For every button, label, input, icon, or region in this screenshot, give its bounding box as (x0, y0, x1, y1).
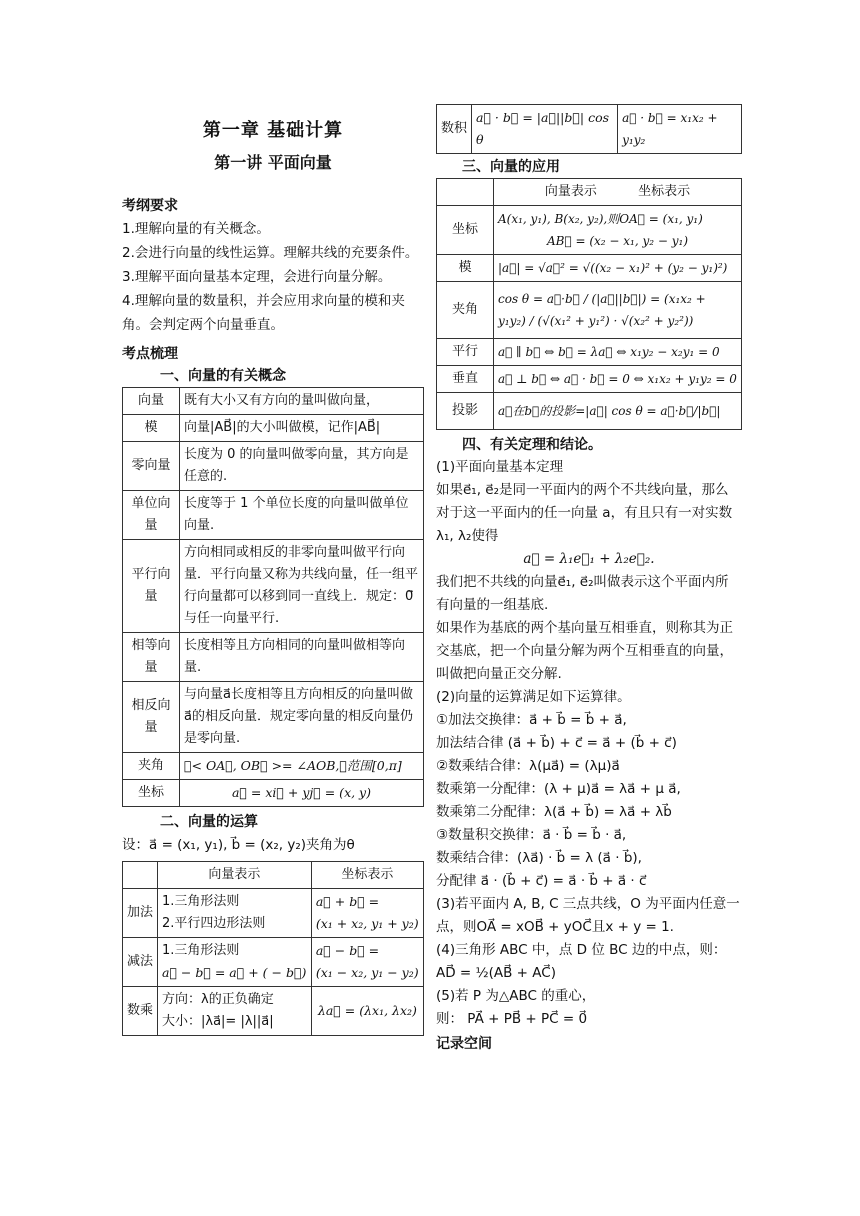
row-vector (158, 987, 312, 1036)
col-header-vector: 向量表示 (544, 184, 597, 199)
theorem-line: 加法结合律 (a⃗ + b⃗) + c⃗ = a⃗ + (b⃗ + c⃗) (436, 735, 677, 751)
review-heading: 考点梳理 (122, 346, 178, 362)
row-value: 长度为 0 的向量叫做零向量，其方向是任意的. (180, 442, 424, 491)
table-row (437, 366, 742, 393)
theorem-line: a⃗ = λ₁e⃗₁ + λ₂e⃗₂. (523, 551, 655, 567)
table-row (123, 388, 424, 415)
theorems-body (436, 456, 742, 1031)
theorem-line: 则： PA⃗ + PB⃗ + PC⃗ = 0⃗ (436, 1011, 588, 1027)
row-value: 向量|AB⃗|的大小叫做模，记作|AB⃗| (180, 415, 424, 442)
row-key: 模 (123, 415, 180, 442)
theorem-line: 数乘第二分配律：λ(a⃗ + b⃗) = λa⃗ + λb⃗ (436, 804, 672, 820)
table-row (123, 753, 424, 780)
row-key: 相等向量 (123, 633, 180, 682)
notes-heading: 记录空间 (436, 1036, 492, 1052)
row-value: 与向量a⃗长度相等且方向相反的向量叫做a⃗的相反向量．规定零向量的相反向量仍是零向量. (180, 682, 424, 753)
table-row (437, 393, 742, 430)
row-value: 既有大小又有方向的量叫做向量， (180, 388, 424, 415)
requirement-item-4: 4.理解向量的数量积，并会应用求向量的模和夹角。会判定两个向量垂直。 (122, 293, 405, 333)
row-key: 零向量 (123, 442, 180, 491)
theorems-heading: 四、有关定理和结论。 (462, 437, 602, 453)
row-value (494, 206, 742, 255)
table-row (123, 491, 424, 540)
theorem-line: 如果作为基底的两个基向量互相垂直，则称其为正交基底，把一个向量分解为两个互相垂直的向量，叫做把向量正交分解. (436, 620, 733, 682)
operations-heading: 二、向量的运算 (160, 814, 258, 830)
col-header-coord: 坐标表示 (638, 184, 691, 199)
row-coord (311, 987, 423, 1036)
theorem-line: 分配律 a⃗ · (b⃗ + c⃗) = a⃗ · b⃗ + a⃗ · c⃗ (436, 873, 647, 889)
operations-table (122, 861, 424, 1036)
row-key: 模 (437, 255, 494, 282)
theorem-line: (3)若平面内 A, B, C 三点共线，O 为平面内任意一点，则OA⃗ = xOB⃗ + yOC⃗且x + y = 1. (436, 896, 740, 935)
vector-line-2: a⃗ − b⃗ = a⃗ + ( − b⃗) (162, 965, 307, 980)
value-line-1: A(x₁, y₁), B(x₂, y₂),则OA⃗ = (x₁, y₁) (498, 212, 703, 226)
row-key: 平行向量 (123, 540, 180, 633)
row-value: 方向相同或相反的非零向量叫做平行向量．平行向量又称为共线向量，任一组平行向量都可以移到同一直线上．规定：0⃗与任一向量平行. (180, 540, 424, 633)
left-column (122, 112, 424, 1036)
row-value: |a⃗| = √a⃗² = √((x₂ − x₁)² + (y₂ − y₁)²) (494, 255, 742, 282)
row-coord: a⃗ · b⃗ = x₁x₂ + y₁y₂ (618, 105, 742, 154)
right-column (436, 104, 742, 1055)
theorem-line: 数乘结合律：(λa⃗) · b⃗ = λ (a⃗ · b⃗), (436, 850, 642, 866)
lecture-title: 第一讲 平面向量 (214, 153, 332, 172)
theorem-line: 我们把不共线的向量e⃗₁, e⃗₂叫做表示这个平面内所有向量的一组基底. (436, 574, 729, 613)
col-header-vector: 向量表示 (158, 862, 312, 889)
row-value: a⃗ ⊥ b⃗ ⇔ a⃗ · b⃗ = 0 ⇔ x₁x₂ + y₁y₂ = 0 (494, 366, 742, 393)
table-row (437, 282, 742, 339)
vector-line-1: 方向：λ的正负确定 (162, 992, 274, 1007)
row-key: 单位向量 (123, 491, 180, 540)
row-vector (158, 938, 312, 987)
theorem-line: (1)平面向量基本定理 (436, 459, 564, 475)
row-value: a⃗在b⃗的投影=|a⃗| cos θ = a⃗·b⃗/|b⃗| (494, 393, 742, 430)
table-row (123, 780, 424, 807)
theorem-line: 数乘第一分配律：(λ + μ)a⃗ = λa⃗ + μ a⃗, (436, 781, 681, 797)
theorem-line: ②数乘结合律：λ(μa⃗) = (λμ)a⃗ (436, 758, 620, 774)
corner-cell (123, 862, 158, 889)
table-row (123, 938, 424, 987)
theorem-line: ①加法交换律：a⃗ + b⃗ = b⃗ + a⃗, (436, 712, 627, 728)
row-key: 坐标 (437, 206, 494, 255)
applications-heading: 三、向量的应用 (462, 159, 560, 175)
row-key: 投影 (437, 393, 494, 430)
row-value: ①< OA⃗, OB⃗ >= ∠AOB,②范围[0,π] (180, 753, 424, 780)
row-value: a⃗ ∥ b⃗ ⇔ b⃗ = λa⃗ ⇔ x₁y₂ − x₂y₁ = 0 (494, 339, 742, 366)
theorem-line: (4)三角形 ABC 中，点 D 位 BC 边的中点，则：AD⃗ = ½(AB⃗ + AC⃗) (436, 942, 727, 981)
theorem-line: (5)若 P 为△ABC 的重心， (436, 988, 596, 1004)
theorem-line: (2)向量的运算满足如下运算律。 (436, 689, 631, 705)
row-coord (311, 938, 423, 987)
table-row (123, 415, 424, 442)
table-header-row (437, 179, 742, 206)
row-key: 数积 (437, 105, 472, 154)
row-value: 长度等于 1 个单位长度的向量叫做单位向量. (180, 491, 424, 540)
theorem-line: ③数量积交换律：a⃗ · b⃗ = b⃗ · a⃗, (436, 827, 627, 843)
col-header-coord: 坐标表示 (311, 862, 423, 889)
coord-line-2: (x₁ + x₂, y₁ + y₂) (315, 916, 419, 931)
requirement-item-2: 2.会进行向量的线性运算。理解共线的充要条件。 (122, 245, 419, 261)
row-key: 数乘 (123, 987, 158, 1036)
coord-line-2: (x₁ − x₂, y₁ − y₂) (315, 965, 419, 980)
coord-line-1: λa⃗ = (λx₁, λx₂) (317, 1003, 417, 1018)
row-key: 加法 (123, 889, 158, 938)
row-key: 夹角 (437, 282, 494, 339)
row-value: a⃗ = xi⃗ + yj⃗ = (x, y) (180, 780, 424, 807)
table-row (123, 442, 424, 491)
vector-line-1: 1.三角形法则 (162, 894, 240, 909)
vector-line-1: 1.三角形法则 (162, 943, 240, 958)
row-vector: a⃗ · b⃗ = |a⃗||b⃗| cos θ (472, 105, 618, 154)
coord-line-1: a⃗ − b⃗ = (315, 943, 380, 958)
applications-table (436, 178, 742, 430)
row-key: 减法 (123, 938, 158, 987)
theorem-line: 如果e⃗₁, e⃗₂是同一平面内的两个不共线向量，那么对于这一平面内的任一向量 a，有且只有一对实数λ₁, λ₂使得 (436, 482, 733, 544)
row-key: 夹角 (123, 753, 180, 780)
concepts-table (122, 387, 424, 807)
table-header-row (123, 862, 424, 889)
row-value: cos θ = a⃗·b⃗ / (|a⃗||b⃗|) = (x₁x₂ + y₁y₂) / (√(x₁² + y₁²) · √(x₂² + y₂²)) (494, 282, 742, 339)
coord-line-1: a⃗ + b⃗ = (315, 894, 380, 909)
table-row (123, 540, 424, 633)
table-row (437, 206, 742, 255)
row-key: 向量 (123, 388, 180, 415)
requirement-item-1: 1.理解向量的有关概念。 (122, 221, 270, 237)
table-row (437, 105, 742, 154)
corner-cell (437, 179, 494, 206)
row-key: 平行 (437, 339, 494, 366)
requirements-heading: 考纲要求 (122, 198, 178, 214)
row-key: 坐标 (123, 780, 180, 807)
row-vector (158, 889, 312, 938)
table-row (123, 633, 424, 682)
concepts-heading: 一、向量的有关概念 (160, 368, 286, 384)
row-value: 长度相等且方向相同的向量叫做相等向量. (180, 633, 424, 682)
row-coord (311, 889, 423, 938)
chapter-title: 第一章 基础计算 (202, 120, 344, 141)
table-row (123, 889, 424, 938)
vector-line-2: 2.平行四边形法则 (162, 916, 266, 931)
operations-setup: 设：a⃗ = (x₁, y₁), b⃗ = (x₂, y₂)夹角为θ (122, 837, 355, 853)
col-header (494, 179, 742, 206)
table-row (437, 339, 742, 366)
requirement-item-3: 3.理解平面向量基本定理，会进行向量分解。 (122, 269, 392, 285)
value-line-2: AB⃗ = (x₂ − x₁, y₂ − y₁) (546, 234, 689, 248)
dot-product-table (436, 104, 742, 154)
vector-line-2: 大小：|λa⃗|= |λ||a⃗| (162, 1014, 274, 1029)
table-row (437, 255, 742, 282)
row-key: 相反向量 (123, 682, 180, 753)
table-row (123, 682, 424, 753)
row-key: 垂直 (437, 366, 494, 393)
table-row (123, 987, 424, 1036)
